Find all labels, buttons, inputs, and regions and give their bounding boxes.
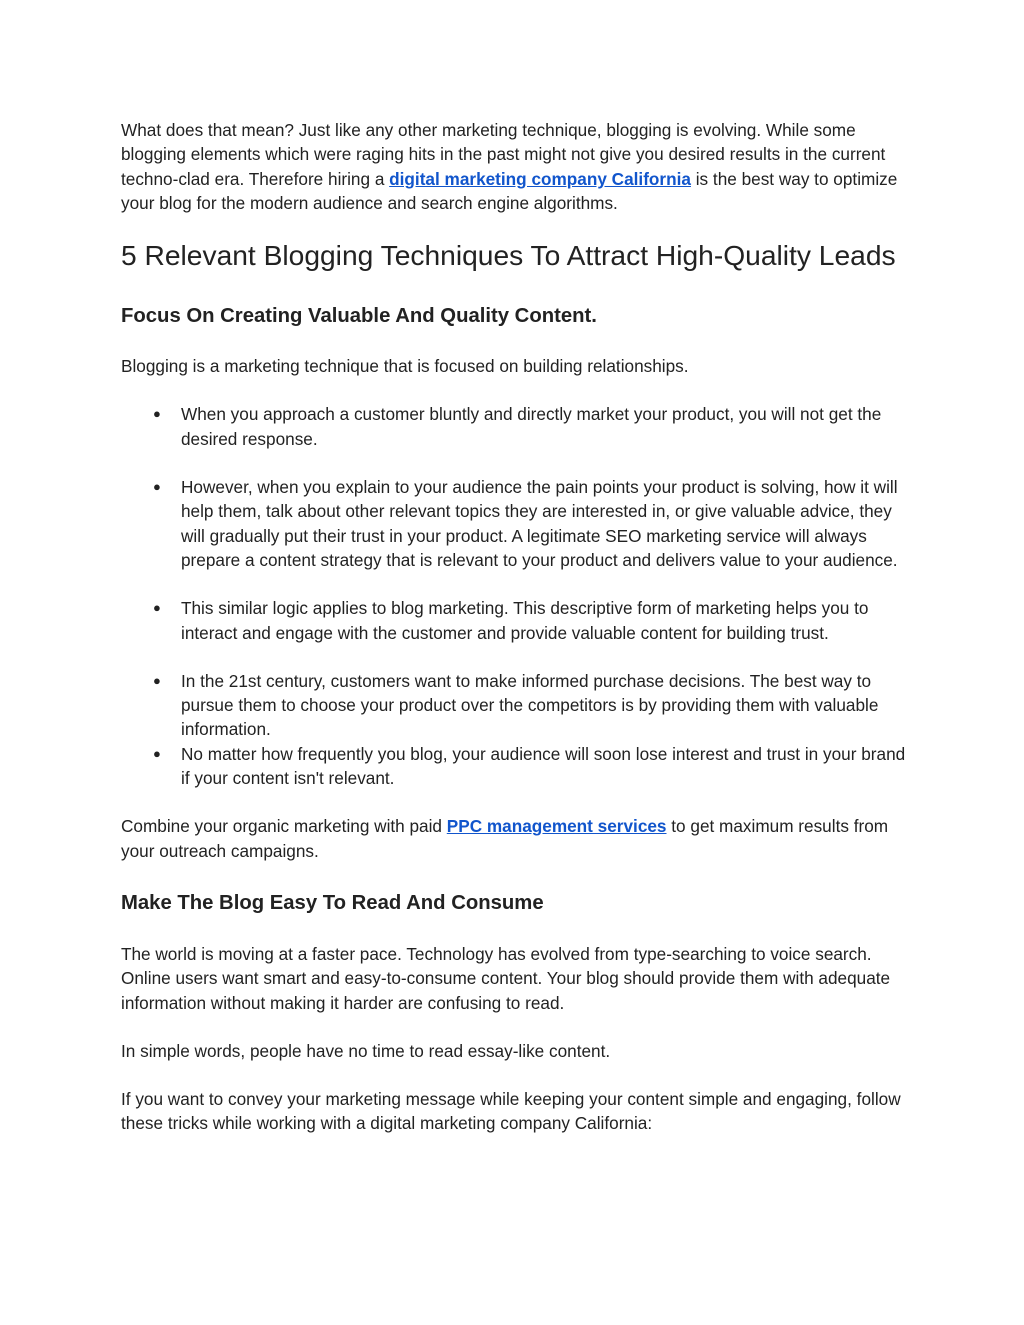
bullet-icon: ● [153,672,161,688]
list-item: ● No matter how frequently you blog, your audience will soon lose interest and trust in your brand if your content isn't relevant. [153,743,906,789]
list-item: ● This similar logic applies to blog marketing. This descriptive form of marketing helps you to interact and engage with the customer and provide valuable content for building trust. [153,598,869,643]
section2-paragraph-3: If you want to convey your marketing message while keeping your content simple and engaging, follow these tricks while working with a digital marketing company California: [121,1089,901,1134]
list-item: ● In the 21st century, customers want to make informed purchase decisions. The best way to pursue them to choose your product over the competitors is by providing them with valuable information. [153,670,879,740]
link-ppc-management-services[interactable]: PPC management services [446,816,667,837]
link-digital-marketing-company[interactable]: digital marketing company California [389,168,691,189]
section-heading-quality-content: Focus On Creating Valuable And Quality Content. [121,305,597,328]
intro-paragraph: What does that mean? Just like any other marketing technique, blogging is evolving. While some blogging elements which were raging hits in the past might not give you desired results in the current techno-clad era. Therefore hiring a digital marketing company California is the best way to optimize your blog for the modern audience and search engine algorithms. [121,120,898,213]
bullet-icon: ● [153,745,161,761]
section1-paragraph: Blogging is a marketing technique that is focused on building relationships. [121,356,689,377]
combine-paragraph: Combine your organic marketing with paid PPC management services to get maximum results from your outreach campaigns. [121,816,889,861]
bullet-list [121,402,911,790]
page-title: 5 Relevant Blogging Techniques To Attract High-Quality Leads [121,239,896,272]
section2-paragraph-1: The world is moving at a faster pace. Technology has evolved from type-searching to voice search. Online users want smart and easy-to-consume content. Your blog should provide them with adequate information without making it harder are confusing to read. [121,943,891,1013]
bullet-icon: ● [153,406,161,422]
bullet-icon: ● [153,600,161,616]
document-page [121,118,911,1136]
list-item: ● However, when you explain to your audience the pain points your product is solving, how it will help them, talk about other relevant topics they are interested in, or give valuable advice, they will gradually put their trust in your product. A legitimate SEO marketing service will always prepare a content strategy that is relevant to your product and delivers value to your audience. [153,477,898,570]
section-heading-easy-to-read: Make The Blog Easy To Read And Consume [121,891,544,914]
bullet-icon: ● [153,479,161,495]
list-item: ● When you approach a customer bluntly and directly market your product, you will not get the desired response. [153,404,882,449]
section2-paragraph-2: In simple words, people have no time to read essay-like content. [121,1040,611,1061]
